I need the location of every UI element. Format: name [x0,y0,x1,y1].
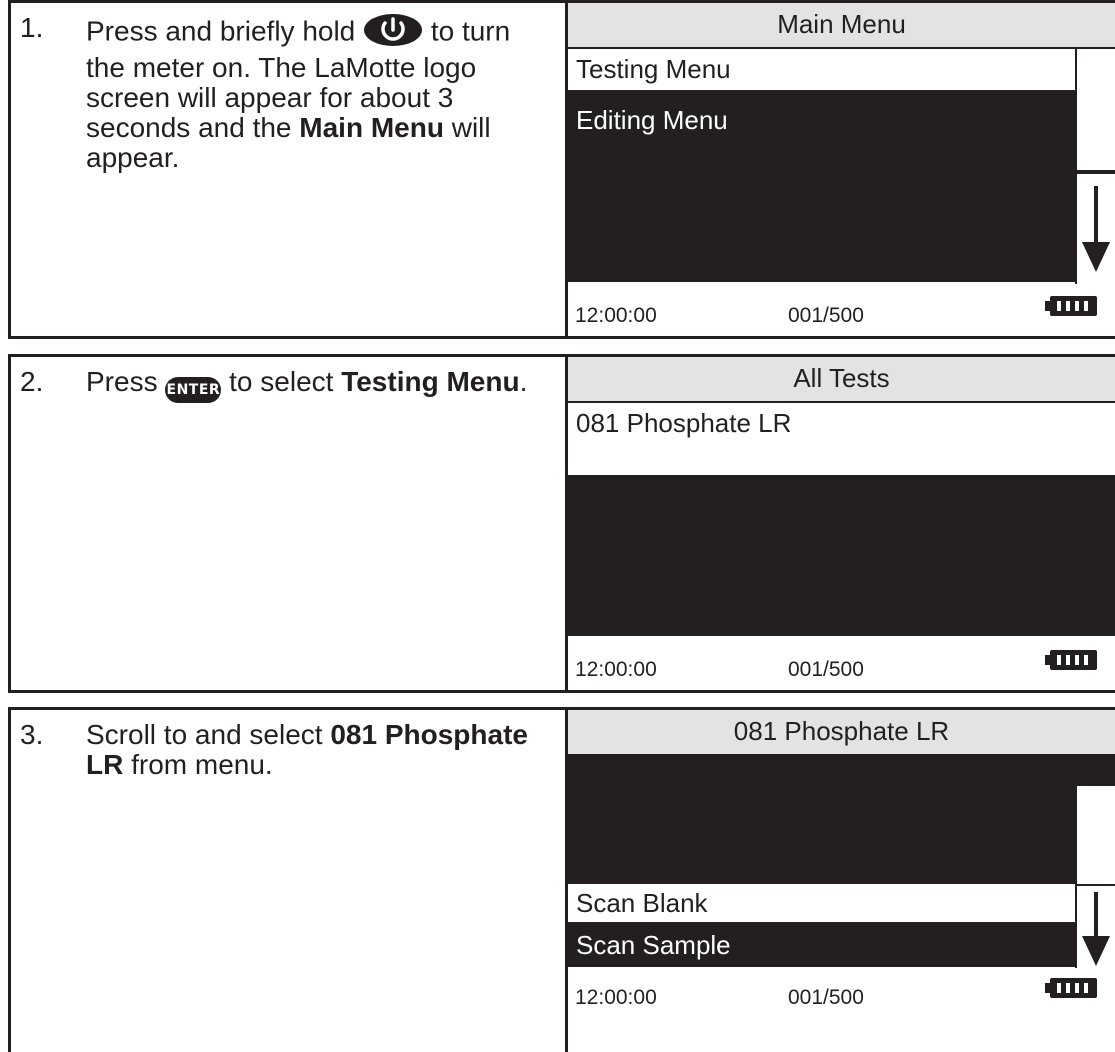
text-part: Press [86,366,158,397]
clock: 12:00:00 [575,658,657,681]
text-bold: Testing Menu [341,366,520,397]
enter-button-icon: ENTER [165,377,221,403]
step-number: 2. [20,366,44,397]
test-counter: 001/500 [788,986,864,1009]
test-counter: 001/500 [788,304,864,327]
text-part: . [519,366,528,397]
text-part: to turn the meter on. The LaMotte logo screen will appear for about 3 seconds and the [86,15,511,143]
empty-area [568,756,1115,884]
step-1 [8,0,1115,339]
screen-title: 081 Phosphate LR [568,710,1115,756]
screen-title: Main Menu [568,3,1115,49]
text-part: will appear. [86,112,491,173]
text-bold: 081 Phosphate LR [86,719,528,780]
menu-item-scan-blank[interactable]: Scan Blank [568,884,1077,924]
step-3 [8,707,1115,1052]
step-number: 1. [20,12,44,43]
battery-icon [1045,650,1097,676]
power-icon [363,13,423,53]
step-number: 3. [20,719,44,750]
step-3-instructions [11,710,568,1052]
step-text [86,367,551,403]
scrollbar[interactable] [1075,884,1115,969]
step-1-instructions [11,3,568,336]
status-bar [568,640,1115,690]
scrollbar-top [1075,786,1115,884]
text-part: from menu. [131,749,273,780]
menu-item-testing[interactable]: Testing Menu [568,49,1077,92]
status-bar [568,286,1115,336]
menu-item-scan-sample[interactable]: Scan Sample [568,924,1115,967]
battery-icon [1045,296,1097,322]
text-part: Scroll to and select [86,719,323,750]
battery-icon [1045,978,1097,1004]
scrollbar-top [1075,49,1115,170]
text-part: to select [229,366,334,397]
menu-item-editing[interactable]: Editing Menu [568,92,1115,282]
empty-selection-area [568,475,1115,636]
step-2-instructions [11,357,568,690]
test-counter: 001/500 [788,658,864,681]
step-text [86,720,551,780]
scrollbar[interactable] [1075,172,1115,284]
meter-screen [568,357,1115,690]
meter-screen [568,710,1115,1052]
clock: 12:00:00 [575,986,657,1009]
text-bold: Main Menu [299,112,444,143]
meter-screen [568,3,1115,336]
text-part: Press and briefly hold [86,15,356,47]
status-bar [568,968,1115,1018]
clock: 12:00:00 [575,304,657,327]
step-2 [8,354,1115,693]
screen-title: All Tests [568,357,1115,403]
step-text [86,13,551,173]
menu-item-phosphate[interactable]: 081 Phosphate LR [568,403,1115,475]
